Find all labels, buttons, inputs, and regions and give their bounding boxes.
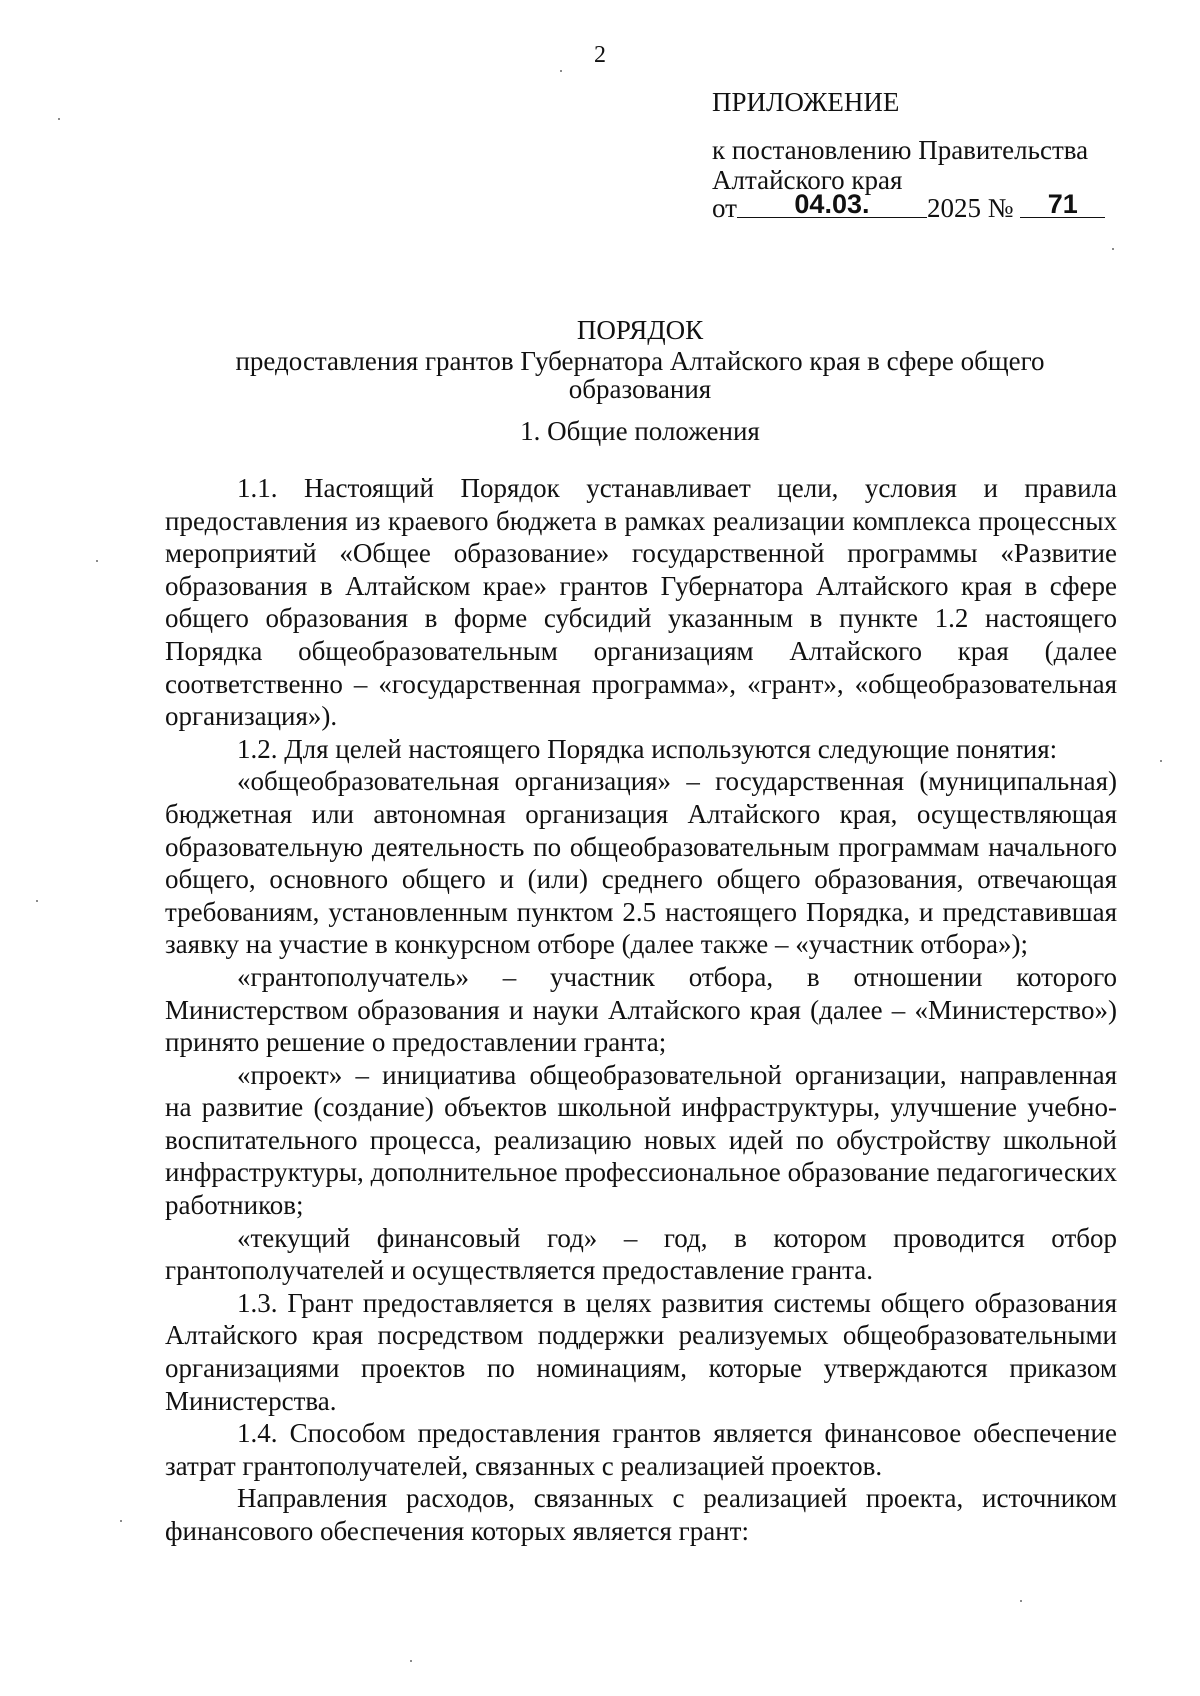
paragraph: 1.1. Настоящий Порядок устанавливает цели, условия и правила предоставления из краевого бюджета в рамках реализации комплекса процессных мероприятий «Общее образование» государственной программы «Развитие образования в Алтайском крае» грантов Губернатора Алтайского края в сфере общего образования в форме субсидий указанным в пункте 1.2 настоящего Порядка общеобразовательным организациям Алтайского края (далее соответственно – «государственная программа», «грант», «общеобразовательная организация»). (165, 473, 1117, 732)
document-title: ПОРЯДОК (576, 315, 704, 345)
paragraph: Направления расходов, связанных с реализацией проекта, источником финансового обеспечения которых является грант: (165, 1483, 1117, 1546)
resolution-date: 04.03. (737, 191, 927, 218)
scan-speck (410, 1660, 412, 1662)
scan-speck (58, 118, 60, 120)
section-heading: 1. Общие положения (520, 416, 760, 446)
scan-speck (1020, 1600, 1022, 1602)
date-prefix: от (712, 193, 737, 223)
scan-speck (120, 1520, 122, 1522)
paragraph: «общеобразовательная организация» – государственная (муниципальная) бюджетная или автономная организация Алтайского края, осуществляющая образовательную деятельность по общеобразовательным программам начального общего, основного общего и (или) среднего общего образования, отвечающая требованиям, установленным пунктом 2.5 настоящего Порядка, и представившая заявку на участие в конкурсном отборе (далее также – «участник отбора»); (165, 766, 1117, 960)
paragraph: 1.4. Способом предоставления грантов является финансовое обеспечение затрат грантополучателей, связанных с реализацией проектов. (165, 1418, 1117, 1481)
appendix-resolution-line: к постановлению Правительства (712, 135, 1089, 165)
paragraph: 1.3. Грант предоставляется в целях развития системы общего образования Алтайского края посредством поддержки реализуемых общеобразовательными организациями проектов по номинациям, которые утверждаются приказом Министерства. (165, 1287, 1117, 1416)
document-subtitle: предоставления грантов Губернатора Алтайского края в сфере общего образования (235, 346, 1045, 404)
appendix-date-row (712, 189, 1132, 227)
scan-speck (560, 70, 562, 72)
scan-speck (1160, 760, 1162, 762)
appendix-title: ПРИЛОЖЕНИЕ (712, 87, 900, 117)
scan-speck (36, 900, 38, 902)
scan-speck (96, 560, 98, 562)
document-body (165, 472, 1117, 1548)
page-number: 2 (594, 42, 606, 68)
document-heading (165, 313, 1115, 403)
resolution-number: 71 (1020, 191, 1105, 218)
resolution-year: 2025 № (926, 193, 1014, 223)
paragraph: «грантополучатель» – участник отбора, в отношении которого Министерством образования и науки Алтайского края (далее – «Министерство») принято решение о предоставлении гранта; (165, 961, 1117, 1058)
appendix-block (712, 82, 1132, 227)
paragraph: «проект» – инициатива общеобразовательной организации, направленная на развитие (создание) объектов школьной инфраструктуры, улучшение учебно-воспитательного процесса, реализацию новых идей по обустройству школьной инфраструктуры, дополнительное профессиональное образование педагогических работников; (165, 1059, 1117, 1221)
scan-speck (1112, 248, 1114, 250)
appendix-region-line: Алтайского края (712, 165, 903, 195)
paragraph: «текущий финансовый год» – год, в котором проводится отбор грантополучателей и осуществляется предоставление гранта. (165, 1222, 1117, 1286)
paragraph: 1.2. Для целей настоящего Порядка используются следующие понятия: (237, 733, 1058, 764)
